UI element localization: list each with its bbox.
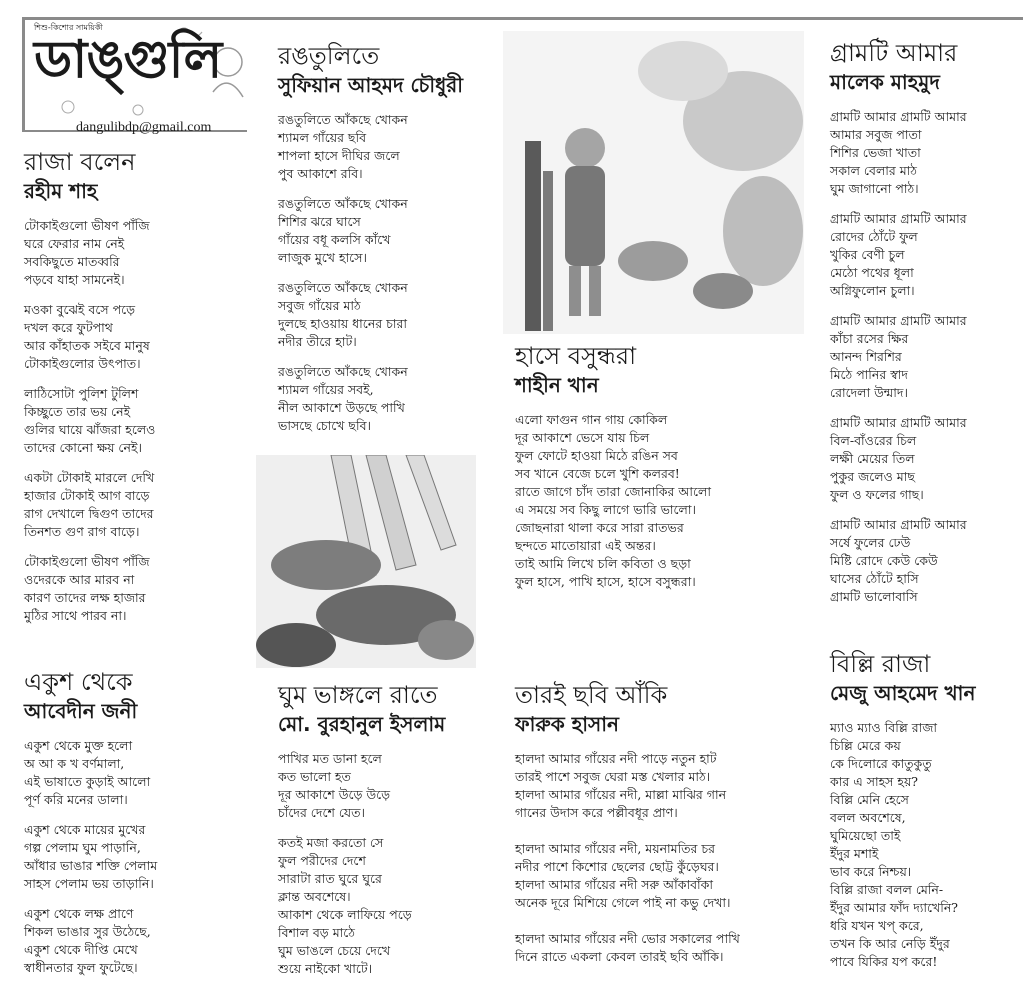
poem-line: আনন্দ শিরশির [830, 349, 902, 364]
poem-line: শ্যামল গাঁয়ের সবই, [278, 382, 374, 397]
poem-line: গানের উদাস করে পল্লীবধূর প্রাণ। [515, 805, 678, 820]
poem-line: তারই পাশে সবুজ ঘেরা মস্ত খেলার মাঠ। [515, 769, 711, 784]
poem-line: পূর্ণ করি মনের ডালা। [24, 792, 128, 807]
poem-line: আকাশ থেকে লাফিয়ে পড়ে [278, 907, 412, 922]
poem-line: শুয়ে নাইকো খাটে। [278, 961, 373, 976]
poem-line: শাপলা হাসে দীঘির জলে [278, 148, 400, 163]
poem-title: বিল্লি রাজা [830, 650, 931, 678]
poem-line: দখল করে ফুটপাথ [24, 320, 113, 335]
poem-line: সারাটা রাত ঘুরে ঘুরে [278, 871, 382, 886]
poem-line: পড়বে যাহা সামনেই। [24, 272, 125, 287]
poem-line: জোছনারা থালা করে সারা রাতভর [515, 520, 684, 535]
poem-line: অনেক দূরে মিশিয়ে গেলে পাই না কভু দেখা। [515, 895, 731, 910]
poem-line: মিষ্টি রোদে কেউ কেউ [830, 553, 938, 568]
poem-line: সব খানে বেজে চলে খুশি কলরব! [515, 466, 680, 481]
poem-line: গল্প পেলাম ঘুম পাড়ানি, [24, 840, 141, 855]
child-with-flowers-illustration [503, 31, 804, 334]
poem-tarai-chobi-aki [515, 680, 815, 978]
contact-email[interactable]: dangulibdp@gmail.com [76, 120, 212, 135]
poem-line: বিল্লি মেনি হেসে [830, 792, 909, 807]
poem-line: ধরি যখন খপ্ করে, [830, 918, 924, 933]
poem-line: ওদেরকে আর মারব না [24, 572, 135, 587]
poem-gramti-amar [830, 38, 1020, 618]
stanza [515, 411, 805, 591]
poem-line: দুলছে হাওয়ায় ধানের চারা [278, 316, 408, 331]
poem-line: অ আ ক খ বর্ণমালা, [24, 756, 125, 771]
poem-line: টোকাইগুলো ভীষণ পাঁজি [24, 218, 150, 233]
stanza [24, 217, 249, 289]
stanza [278, 750, 498, 822]
poem-ekush-theke [24, 667, 249, 989]
poem-author: মালেক মাহমুদ [830, 70, 940, 94]
poem-title: একুশ থেকে [24, 668, 133, 696]
poem-line: টোকাইগুলো ভীষণ পাঁজি [24, 554, 150, 569]
poem-line: আঁধার ভাঙার শক্তি পেলাম [24, 858, 158, 873]
stanza [830, 719, 1020, 971]
poem-line: বিল্লি রাজা বলল মেনি- [830, 882, 944, 897]
poem-line: শিশির ভেজা খাতা [830, 145, 921, 160]
stanza [24, 553, 249, 625]
poem-line: একটা টোকাই মারলে দেখি [24, 470, 155, 485]
stanza [24, 301, 249, 373]
stanza [24, 469, 249, 541]
poem-line: নদীর পাশে কিশোর ছেলের ছোট্ট কুঁড়েঘর। [515, 859, 719, 874]
poem-author: মো. বুরহানুল ইসলাম [278, 712, 446, 736]
poem-line: একুশ থেকে দীপ্তি মেখে [24, 942, 138, 957]
stanza [830, 210, 1020, 300]
poem-line: তিনশত গুণ রাগ বাড়ে। [24, 524, 140, 539]
poem-line: চিল্লি মেরে কয় [830, 738, 901, 753]
poem-line: রঙতুলিতে আঁকছে খোকন [278, 364, 408, 379]
poem-line: ক্লান্ত অবশেষে। [278, 889, 351, 904]
poem-line: মেঠো পথের ধূলা [830, 265, 914, 280]
poem-title: রাজা বলেন [24, 148, 136, 176]
poem-line: পুব আকাশে রবি। [278, 166, 363, 181]
poem-line: সকাল বেলার মাঠ [830, 163, 917, 178]
poem-line: ভাব করে নিশ্চয়। [830, 864, 912, 879]
stanza [278, 834, 498, 978]
poem-line: বিশাল বড় মাঠে [278, 925, 355, 940]
poem-line: সবুজ গাঁয়ের মাঠ [278, 298, 361, 313]
poem-author: আবেদীন জনী [24, 699, 138, 723]
poem-line: রাতে জাগে চাঁদ তারা জোনাকির আলো [515, 484, 711, 499]
poem-line: রঙতুলিতে আঁকছে খোকন [278, 196, 408, 211]
poem-line: আমার সবুজ পাতা [830, 127, 922, 142]
poem-line: সর্ষে ফুলের ঢেউ [830, 535, 911, 550]
poem-line: পুকুর জলেও মাছ [830, 469, 915, 484]
poem-line: শিশির ঝরে ঘাসে [278, 214, 361, 229]
poem-line: গ্রামটি আমার গ্রামটি আমার [830, 109, 967, 124]
poem-line: কিচ্ছুতে তার ভয় নেই [24, 404, 131, 419]
poem-title: হাসে বসুন্ধরা [515, 342, 637, 370]
stanza [830, 516, 1020, 606]
poem-line: ঘুম জাগানো পাঠ। [830, 181, 919, 196]
stanza [515, 930, 815, 966]
poem-line: টোকাইগুলোর উৎপাত। [24, 356, 141, 371]
child-painting-icon [503, 31, 804, 334]
poem-line: ফুল ও ফলের গাছ। [830, 487, 924, 502]
poem-line: গুলির ঘায়ে ঝাঁজরা হলেও [24, 422, 156, 437]
poem-title: গ্রামটি আমার [830, 39, 958, 67]
stanza [24, 385, 249, 457]
poem-line: মুঠির সাথে পারব না। [24, 608, 127, 623]
poem-line: হালদা আমার গাঁয়ের নদী, ময়নামতির চর [515, 841, 716, 856]
poem-line: একুশ থেকে লক্ষ প্রাণে [24, 906, 134, 921]
poem-raja-bolen [24, 147, 249, 637]
poem-line: গ্রামটি আমার গ্রামটি আমার [830, 517, 967, 532]
poem-line: চাঁদের দেশে যেত। [278, 805, 365, 820]
poem-billi-raja [830, 649, 1020, 983]
poem-line: রাগ দেখালে দ্বিগুণ তাদের [24, 506, 154, 521]
poem-author: মেজু আহমেদ খান [830, 681, 976, 705]
poem-line: হাজার টোকাই আগ বাড়ে [24, 488, 150, 503]
poem-line: লক্ষী মেয়ের তিল [830, 451, 915, 466]
poem-author: ফারুক হাসান [515, 712, 619, 736]
poem-line: কত ভালো হত [278, 769, 351, 784]
poem-line: গ্রামটি আমার গ্রামটি আমার [830, 211, 967, 226]
poem-line: এলো ফাগুন গান গায় কোকিল [515, 412, 668, 427]
stanza [278, 279, 498, 351]
poem-line: রোদেলা উন্মাদ। [830, 385, 908, 400]
poem-line: একুশ থেকে মুক্ত হলো [24, 738, 133, 753]
poem-line: ঘুম ভাঙলে চেয়ে দেখে [278, 943, 391, 958]
stanza [24, 737, 249, 809]
poem-line: গ্রামটি আমার গ্রামটি আমার [830, 415, 967, 430]
poem-line: লাজুক মুখে হাসে। [278, 250, 367, 265]
stanza [278, 363, 498, 435]
poem-line: সবকিছুতে মাতব্বরি [24, 254, 120, 269]
poem-line: রঙতুলিতে আঁকছে খোকন [278, 112, 408, 127]
poem-line: কতই মজা করতো সে [278, 835, 384, 850]
poem-author: শাহীন খান [515, 373, 599, 397]
poem-author: রহীম শাহ [24, 179, 98, 203]
poem-rongtulite [278, 41, 498, 447]
poem-ghum-bhangle-rate [278, 680, 498, 990]
bamboo-painting-icon [256, 455, 476, 668]
poem-line: একুশ থেকে মায়ের মুখের [24, 822, 146, 837]
stanza [278, 111, 498, 183]
poem-line: দূর আকাশে ভেসে যায় চিল [515, 430, 650, 445]
poem-line: নীল আকাশে উড়ছে পাখি [278, 400, 405, 415]
poem-line: এ সময়ে সব কিছু লাগে ভারি ভালো। [515, 502, 696, 517]
stanza [830, 312, 1020, 402]
poem-line: পাখির মত ডানা হলে [278, 751, 382, 766]
poem-line: তখন কি আর নেড়ি ইঁদুর [830, 936, 950, 951]
poem-title: রঙতুলিতে [278, 42, 380, 70]
poem-line: হালদা আমার গাঁয়ের নদী ভোর সকালের পাখি [515, 931, 740, 946]
poem-line: মিঠে পানির স্বাদ [830, 367, 908, 382]
stanza [830, 108, 1020, 198]
poem-line: স্বাধীনতার ফুল ফুটেছে। [24, 960, 138, 975]
poem-line: ঘুমিয়েছো তাই [830, 828, 901, 843]
poem-line: ম্যাও ম্যাও বিল্লি রাজা [830, 720, 938, 735]
poem-line: শিকল ভাঙার সুর উঠেছে, [24, 924, 151, 939]
poem-line: শ্যামল গাঁয়ের ছবি [278, 130, 367, 145]
poem-line: ফুল ফোটে হাওয়া মিঠে রঙিন সব [515, 448, 678, 463]
page-frame-left [22, 17, 25, 132]
poem-line: নদীর তীরে হাট। [278, 334, 357, 349]
poem-line: হালদা আমার গাঁয়ের নদী সরু আঁকাবাঁকা [515, 877, 714, 892]
stanza [830, 414, 1020, 504]
stanza [24, 821, 249, 893]
masthead-tagline: শিশু-কিশোর সাময়িকী [34, 23, 103, 32]
poem-line: হালদা আমার গাঁয়ের নদী, মাল্লা মাঝির গান [515, 787, 727, 802]
poem-line: তাই আমি লিখে চলি কবিতা ও ছড়া [515, 556, 691, 571]
poem-line: দিনে রাতে একলা কেবল তারই ছবি আঁকি। [515, 949, 724, 964]
poem-line: রঙতুলিতে আঁকছে খোকন [278, 280, 408, 295]
poem-line: ইঁদুর আমার ফাঁদ দ্যাখেনি? [830, 900, 959, 915]
masthead-title: ডাঙ্গুলি [34, 30, 222, 90]
poem-line: গাঁয়ের বধূ কলসি কাঁখে [278, 232, 391, 247]
poem-line: গ্রামটি আমার গ্রামটি আমার [830, 313, 967, 328]
poem-line: সাহস পেলাম ভয় তাড়ানি। [24, 876, 154, 891]
poem-line: ঘরে ফেরার নাম নেই [24, 236, 125, 251]
poem-line: কে দিলোরে কাতুকুতু [830, 756, 932, 771]
poem-line: হালদা আমার গাঁয়ের নদী পাড়ে নতুন হাট [515, 751, 717, 766]
poem-line: কারণ তাদের লক্ষ হাজার [24, 590, 146, 605]
poem-line: পাবে যিকির যপ করে! [830, 954, 938, 969]
poem-line: মওকা বুঝেই বসে পড়ে [24, 302, 136, 317]
poem-line: আর কাঁহাতক সইবে মানুষ [24, 338, 150, 353]
poem-line: কার এ সাহস হয়? [830, 774, 919, 789]
poem-line: বিল-বাঁওরের চিল [830, 433, 917, 448]
poem-author: সুফিয়ান আহমদ চৌধুরী [278, 73, 464, 97]
stanza [278, 195, 498, 267]
stanza [515, 750, 815, 822]
poem-title: ঘুম ভাঙ্গলে রাতে [278, 681, 438, 709]
poem-title: তারই ছবি আঁকি [515, 681, 668, 709]
poem-line: খুকির বেণী চুল [830, 247, 905, 262]
stanza [24, 905, 249, 977]
poem-line: ছন্দতে মাতোয়ারা এই অন্তর। [515, 538, 656, 553]
poem-line: ফুল হাসে, পাখি হাসে, হাসে বসুন্ধরা। [515, 574, 696, 589]
poem-line: ঘাসের ঠোঁটে হাসি [830, 571, 919, 586]
page-frame-top [22, 17, 1023, 20]
poem-line: লাঠিসোটা পুলিশ টুলিশ [24, 386, 139, 401]
poem-hase-boshundhora [515, 341, 805, 603]
poem-line: ফুল পরীদের দেশে [278, 853, 366, 868]
poem-line: এই ভাষাতে কুড়াই আলো [24, 774, 151, 789]
poem-line: গ্রামটি ভালোবাসি [830, 589, 918, 604]
poem-line: কাঁচা রসের ক্ষির [830, 331, 909, 346]
poem-line: বলল অবশেষে, [830, 810, 906, 825]
bamboo-leaves-illustration [256, 455, 476, 668]
poem-line: ইঁদুর মশাই [830, 846, 879, 861]
masthead [28, 22, 248, 122]
poem-line: রোদের ঠোঁটে ফুল [830, 229, 918, 244]
poem-line: তাদের কোনো ক্ষয় নেই। [24, 440, 142, 455]
poem-line: দূর আকাশে উড়ে উড়ে [278, 787, 391, 802]
poem-line: ভাসছে চোখে ছবি। [278, 418, 371, 433]
poem-line: অগ্নিফুলোন চুলা। [830, 283, 915, 298]
stanza [515, 840, 815, 912]
